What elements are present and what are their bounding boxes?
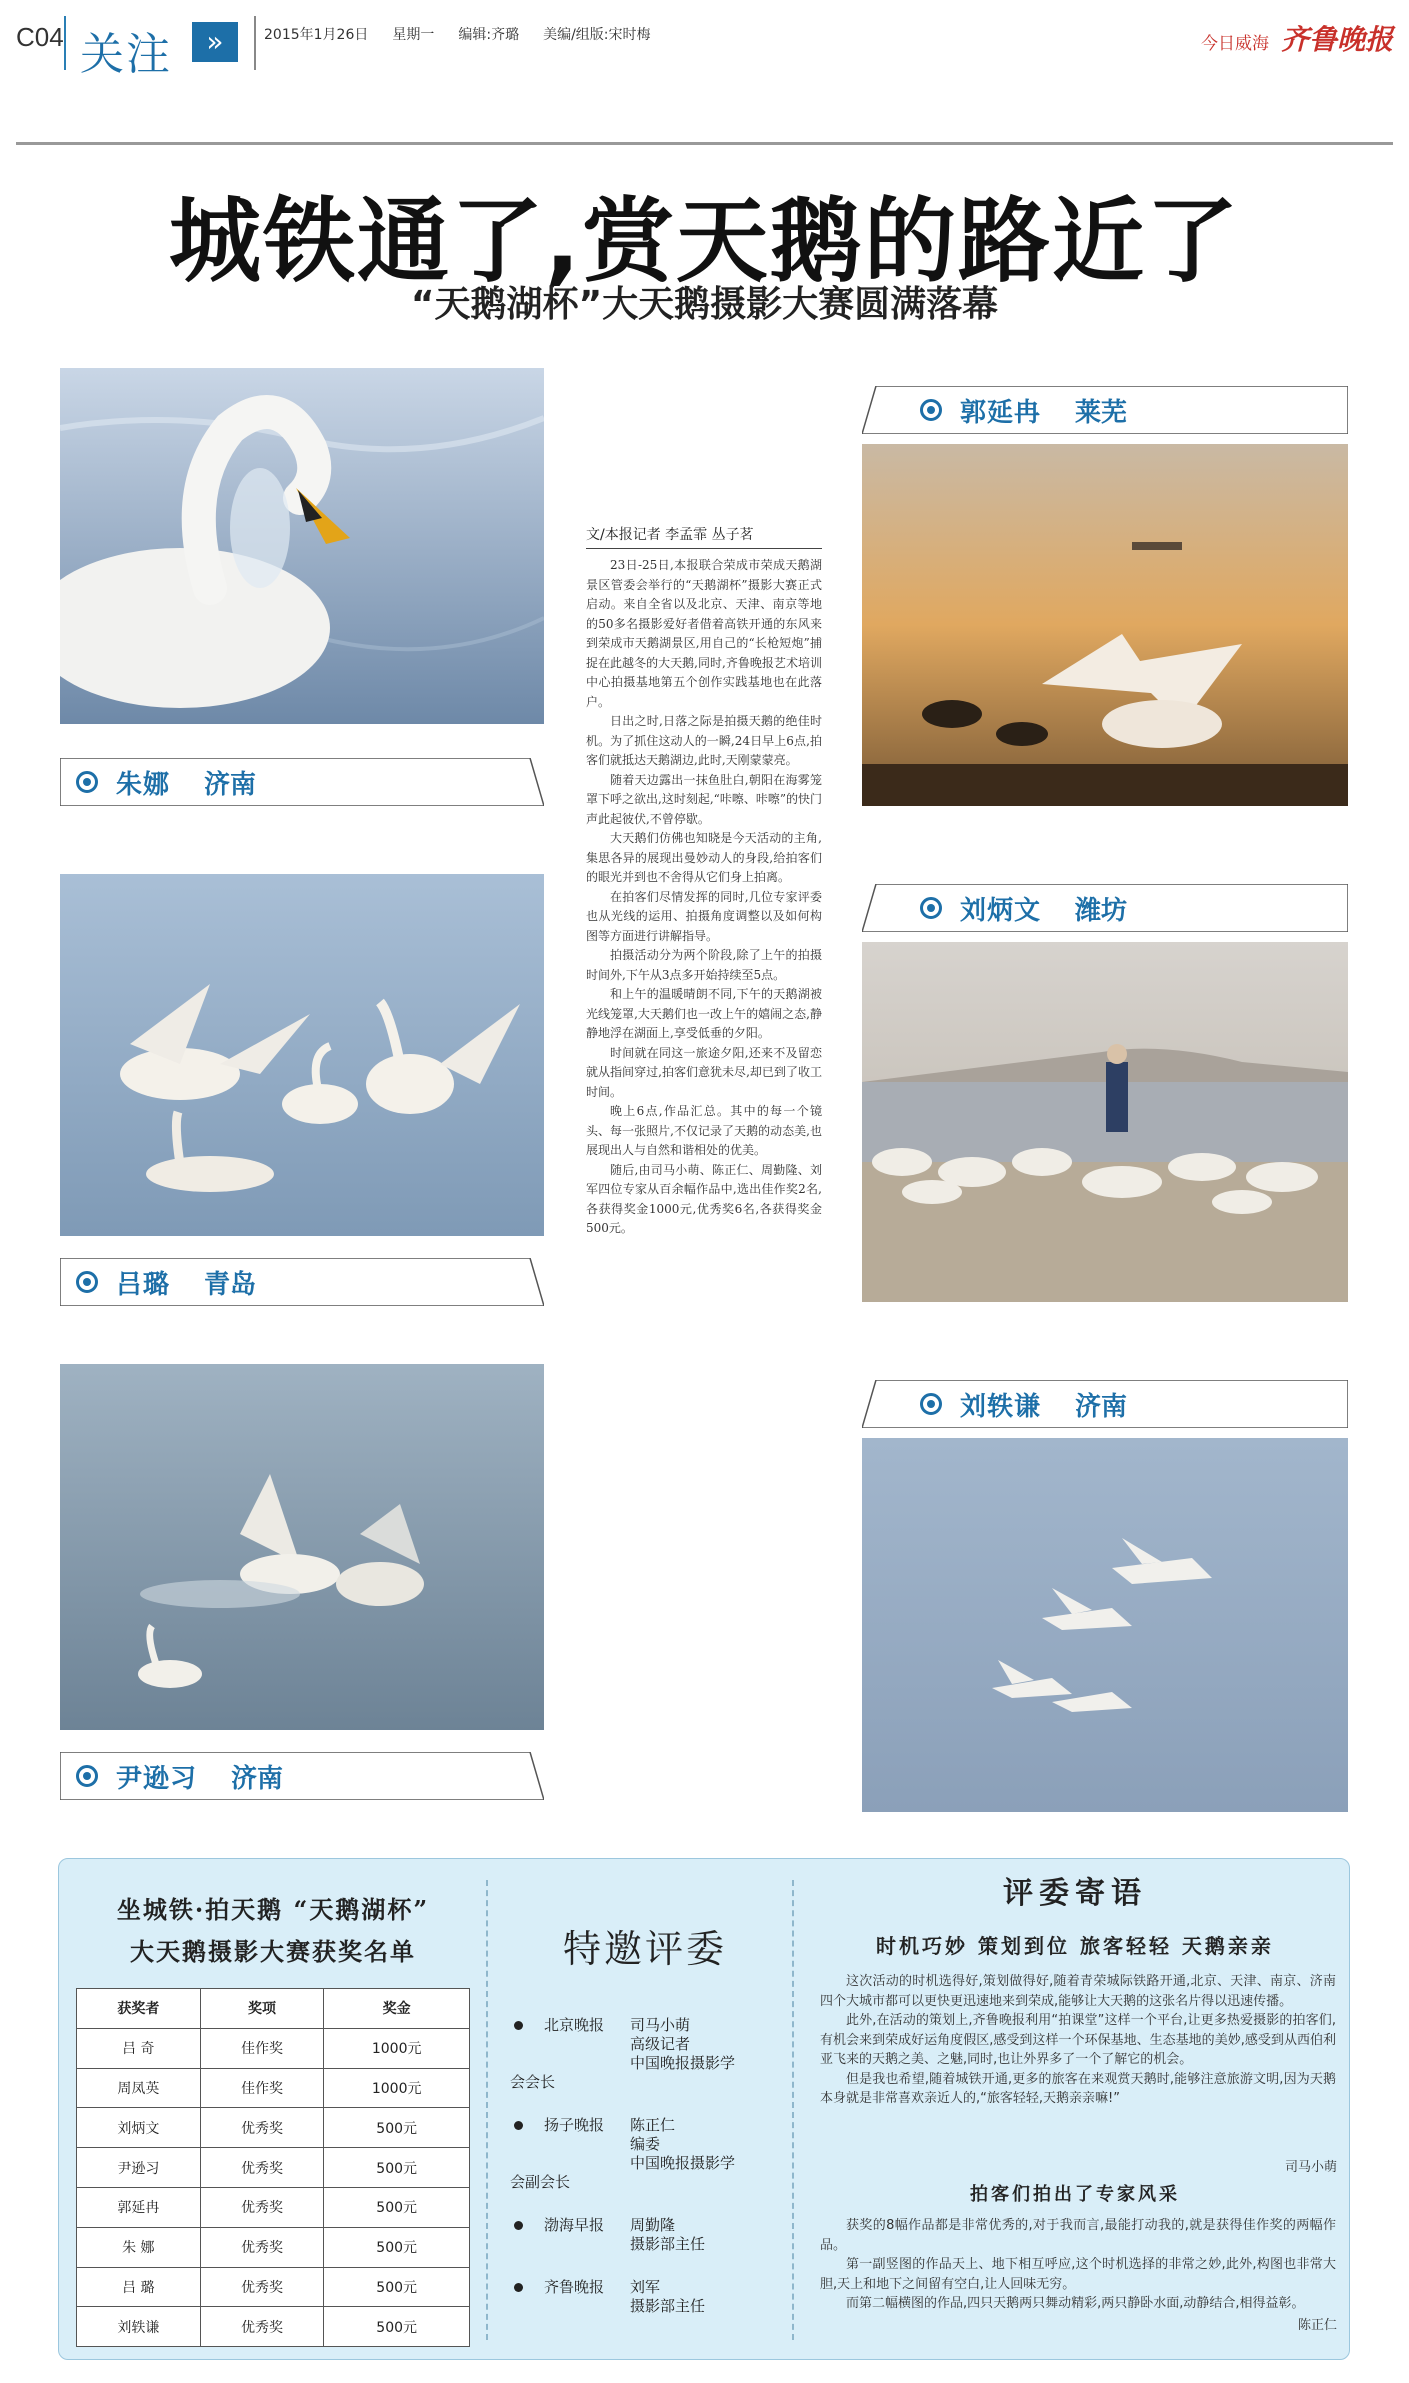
awards-title: 坐城铁·拍天鹅 “天鹅湖杯” <box>116 1895 430 1924</box>
award-type: 优秀奖 <box>200 2267 324 2307</box>
header-rule <box>16 142 1393 145</box>
winner-name: 郭延冉 <box>77 2187 201 2227</box>
winner-name: 刘炳文 <box>77 2108 201 2148</box>
award-type: 佳作奖 <box>200 2068 324 2108</box>
article-body <box>586 556 822 1239</box>
photographer-city: 潍坊 <box>1075 895 1128 926</box>
column-header: 奖项 <box>200 1989 324 2029</box>
editor-credit: 编辑:齐璐 <box>458 27 520 43</box>
comments-subtitle: 拍客们拍出了专家风采 <box>970 2184 1180 2205</box>
article-paragraph: 晚上6点,作品汇总。其中的每一个镜头、每一张照片,不仅记录了天鹅的动态美,也展现出人与自然和谐相处的优美。 <box>586 1104 822 1157</box>
award-type: 佳作奖 <box>200 2028 324 2068</box>
section-title: 关注 <box>80 29 172 80</box>
photo-caption <box>862 884 1348 932</box>
award-type: 优秀奖 <box>200 2227 324 2267</box>
photographer-name: 尹逊习 <box>116 1763 198 1794</box>
comment-paragraph: 获奖的8幅作品都是非常优秀的,对于我而言,最能打动我的,就是获得佳作奖的两幅作品。 <box>820 2218 1336 2253</box>
winner-name: 朱 娜 <box>77 2227 201 2267</box>
judge-role: 编委 <box>630 2135 661 2153</box>
table-row <box>77 2307 470 2347</box>
judge-organization: 渤海早报 <box>544 2216 605 2234</box>
table-row <box>77 2148 470 2188</box>
judge-organization: 扬子晚报 <box>544 2116 605 2134</box>
photographer-city: 济南 <box>231 1763 284 1794</box>
award-type: 优秀奖 <box>200 2307 324 2347</box>
photo-caption <box>60 1752 544 1800</box>
article-paragraph: 拍摄活动分为两个阶段,除了上午的拍摄时间外,下午从3点多开始持续至5点。 <box>586 948 822 982</box>
winner-name: 刘轶谦 <box>77 2307 201 2347</box>
prize-amount: 500元 <box>324 2148 470 2188</box>
comment-signature: 司马小萌 <box>1284 2160 1337 2175</box>
judge-organization: 北京晚报 <box>544 2016 605 2034</box>
photo-caption <box>60 758 544 806</box>
prize-amount: 500元 <box>324 2307 470 2347</box>
bullet-icon <box>514 2021 523 2030</box>
winner-name: 吕 奇 <box>77 2028 201 2068</box>
judge-role: 会副会长 <box>510 2173 571 2191</box>
comments-body <box>820 2216 1336 2314</box>
table-row <box>77 2068 470 2108</box>
judge-organization: 齐鲁晚报 <box>544 2278 605 2296</box>
edition-name: 今日威海 <box>1200 34 1269 54</box>
article-paragraph: 23日-25日,本报联合荣成市荣成天鹅湖景区管委会举行的“天鹅湖杯”摄影大赛正式启动。来自全省以及北京、天津、南京等地的50多名摄影爱好者借着高铁开通的东风来到荣成市天鹅湖景区,用自己的“长枪短炮”捕捉在此越冬的大天鹅,同时,齐鲁晚报艺术培训中心拍摄基地第五个创作实践基地也在此落户。 <box>586 558 822 709</box>
photographer-name: 刘轶谦 <box>960 1391 1042 1422</box>
issue-meta <box>264 24 651 44</box>
article-paragraph: 随后,由司马小萌、陈正仁、周勤隆、刘军四位专家从百余幅作品中,选出佳作奖2名,各获得奖金1000元,优秀奖6名,各获得奖金500元。 <box>586 1162 822 1235</box>
award-type: 优秀奖 <box>200 2187 324 2227</box>
comment-paragraph: 这次活动的时机选得好,策划做得好,随着青荣城际铁路开通,北京、天津、南京、济南四个大城市都可以更快更迅速地来到荣成,能够让大天鹅的这张名片得以迅速传播。 <box>820 1974 1336 2009</box>
judge-role: 摄影部主任 <box>630 2297 706 2315</box>
comment-paragraph: 第一副竖图的作品天上、地下相互呼应,这个时机选择的非常之妙,此外,构图也非常大胆,天上和地下之间留有空白,让人回味无穷。 <box>820 2257 1336 2292</box>
swan-photo <box>60 368 544 724</box>
photographer-city: 济南 <box>204 769 257 800</box>
judge-role: 高级记者 <box>630 2035 691 2053</box>
judge-role: 中国晚报摄影学 <box>630 2154 736 2172</box>
judge-entry <box>510 2016 780 2092</box>
awards-table <box>76 1988 470 2347</box>
winner-name: 周凤英 <box>77 2068 201 2108</box>
article-paragraph: 日出之时,日落之际是拍摄天鹅的绝佳时机。为了抓住这动人的一瞬,24日早上6点,拍客们就抵达天鹅湖边,此时,天刚蒙蒙亮。 <box>586 714 822 767</box>
page-number: C04 <box>16 22 64 52</box>
comment-paragraph: 而第二幅横图的作品,四只天鹅两只舞动精彩,两只静卧水面,动静结合,相得益彰。 <box>846 2296 1305 2311</box>
photographer-name: 朱娜 <box>116 769 171 800</box>
photographer-city: 莱芜 <box>1075 397 1128 428</box>
article-paragraph: 和上午的温暖晴朗不同,下午的天鹅湖被光线笼罩,大天鹅们也一改上午的嬉闹之态,静静地浮在湖面上,享受低垂的夕阳。 <box>586 987 822 1040</box>
table-row <box>77 2227 470 2267</box>
comments-body <box>820 1972 1336 2109</box>
judges-title: 特邀评委 <box>562 1927 727 1971</box>
panel-divider <box>792 1880 794 2340</box>
photographer-city: 济南 <box>1075 1391 1128 1422</box>
column-header: 获奖者 <box>77 1989 201 2029</box>
swan-photo <box>60 1364 544 1730</box>
judges-list <box>510 2016 780 2340</box>
judge-entry <box>510 2216 780 2254</box>
headline: 城铁通了,赏天鹅的路近了 <box>169 188 1240 295</box>
comment-paragraph: 此外,在活动的策划上,齐鲁晚报利用“拍课堂”这样一个平台,让更多热爱摄影的拍客们,有机会来到荣成好运角度假区,感受到这样一个环保基地、生态基地的美妙,感受到从西伯利亚飞来的天鹅之美、之魅,同时,也让外界多了一个了解它的机会。 <box>820 2013 1336 2067</box>
photographer-name: 郭延冉 <box>960 397 1042 428</box>
header-divider <box>254 16 256 70</box>
circle-bullet-icon <box>76 771 98 793</box>
prize-amount: 500元 <box>324 2108 470 2148</box>
judge-name: 陈正仁 <box>630 2116 676 2134</box>
prize-amount: 1000元 <box>324 2028 470 2068</box>
article-byline: 文/本报记者 李孟霏 丛子茗 <box>586 524 822 549</box>
comments-title: 评委寄语 <box>1003 1876 1147 1911</box>
circle-bullet-icon <box>76 1271 98 1293</box>
swan-photo <box>862 444 1348 806</box>
issue-weekday: 星期一 <box>392 27 435 43</box>
article-paragraph: 随着天边露出一抹鱼肚白,朝阳在海雾笼罩下呼之欲出,这时刻起,“咔嚓、咔嚓”的快门声此起彼伏,不曾停歇。 <box>586 772 822 826</box>
prize-amount: 500元 <box>324 2187 470 2227</box>
swan-photo <box>862 1438 1348 1812</box>
subheadline: “天鹅湖杯”大天鹅摄影大赛圆满落幕 <box>410 284 999 325</box>
photographer-name: 刘炳文 <box>960 895 1042 926</box>
circle-bullet-icon <box>920 897 942 919</box>
awards-subtitle: 大天鹅摄影大赛获奖名单 <box>130 1937 416 1966</box>
swan-photo <box>60 874 544 1236</box>
article-paragraph: 大天鹅们仿佛也知晓是今天活动的主角,集思各异的展现出曼妙动人的身段,给拍客们的眼光并到也不舍得从它们身上拍离。 <box>586 831 822 884</box>
judge-role: 会会长 <box>510 2073 556 2091</box>
design-credit: 美编/组版:宋时梅 <box>543 27 651 43</box>
award-type: 优秀奖 <box>200 2108 324 2148</box>
comment-paragraph: 但是我也希望,随着城铁开通,更多的旅客在来观赏天鹅时,能够注意旅游文明,因为天鹅本身就是非常喜欢亲近人的,“旅客轻轻,天鹅亲亲嘛!” <box>820 2071 1336 2106</box>
comment-signature: 陈正仁 <box>1297 2318 1337 2333</box>
article-paragraph: 在拍客们尽情发挥的同时,几位专家评委也从光线的运用、拍摄角度调整以及如何构图等方面进行讲解指导。 <box>586 889 822 943</box>
panel-divider <box>486 1880 488 2340</box>
comments-subtitle: 时机巧妙 策划到位 旅客轻轻 天鹅亲亲 <box>876 1934 1274 1958</box>
circle-bullet-icon <box>76 1765 98 1787</box>
article-paragraph: 时间就在同这一旅途夕阳,还来不及留恋就从指间穿过,拍客们意犹未尽,却已到了收工时间。 <box>586 1045 822 1099</box>
judge-name: 周勤隆 <box>630 2216 676 2234</box>
judge-name: 司马小萌 <box>630 2016 691 2034</box>
winner-name: 尹逊习 <box>77 2148 201 2188</box>
winner-name: 吕 璐 <box>77 2267 201 2307</box>
table-row <box>77 2267 470 2307</box>
table-row <box>77 2187 470 2227</box>
photographer-city: 青岛 <box>204 1269 257 1300</box>
table-row <box>77 2108 470 2148</box>
table-header-row <box>77 1989 470 2029</box>
prize-amount: 500元 <box>324 2267 470 2307</box>
newspaper-brand <box>1201 18 1393 58</box>
judge-role: 中国晚报摄影学 <box>630 2054 736 2072</box>
award-type: 优秀奖 <box>200 2148 324 2188</box>
judge-entry <box>510 2278 780 2316</box>
judge-entry <box>510 2116 780 2192</box>
header-divider <box>64 16 66 70</box>
photo-caption <box>862 1380 1348 1428</box>
bullet-icon <box>514 2283 523 2292</box>
table-row <box>77 2028 470 2068</box>
judge-name: 刘军 <box>630 2278 661 2296</box>
photo-caption <box>60 1258 544 1306</box>
issue-date: 2015年1月26日 <box>264 27 369 43</box>
judge-role: 摄影部主任 <box>630 2235 706 2253</box>
circle-bullet-icon <box>920 399 942 421</box>
photo-caption <box>862 386 1348 434</box>
photographer-name: 吕璐 <box>116 1269 171 1300</box>
section-arrow-icon: » <box>192 22 238 62</box>
column-header: 奖金 <box>324 1989 470 2029</box>
swan-photo <box>862 942 1348 1302</box>
prize-amount: 500元 <box>324 2227 470 2267</box>
circle-bullet-icon <box>920 1393 942 1415</box>
bullet-icon <box>514 2221 523 2230</box>
bullet-icon <box>514 2121 523 2130</box>
prize-amount: 1000元 <box>324 2068 470 2108</box>
newspaper-logo: 齐鲁晚报 <box>1280 23 1393 56</box>
